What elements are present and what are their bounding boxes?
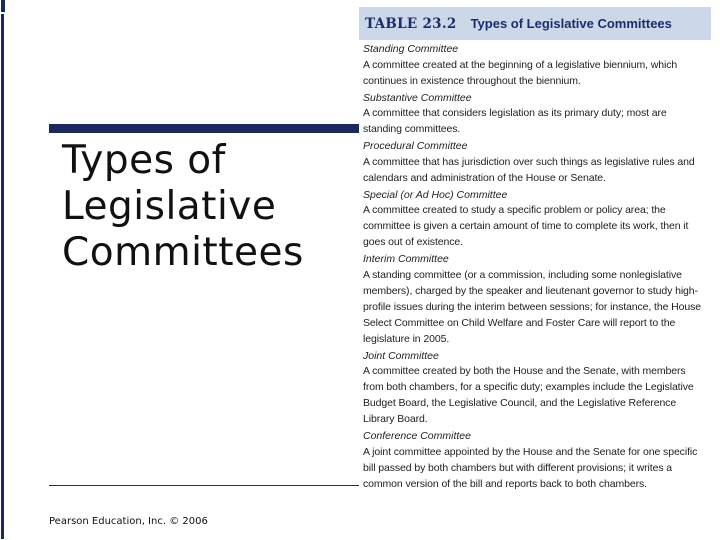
table-entry	[363, 253, 707, 347]
left-accent-mark	[1, 0, 5, 12]
entry-definition: A joint committee appointed by the House and the Senate for one specific bill passed by both chambers but with different provisions; it writes a common version of the bill and reports back to both chambers.	[363, 445, 698, 490]
entry-term: Interim Committee	[363, 253, 449, 265]
table-title: Types of Legislative Committees	[470, 16, 672, 31]
entry-definition: A committee created to study a specific problem or policy area; the committee is given a certain amount of time to complete its work, then it goes out of existence.	[363, 204, 689, 248]
entry-definition: A committee created at the beginning of a legislative biennium, which continues in existence throughout the biennium.	[363, 58, 678, 87]
table-entry	[363, 430, 707, 492]
entry-definition: A standing committee (or a commission, including some nonlegislative members), charged by the speaker and lieutenant governor to study high-profile issues during the interim between sessions; for instance, the House Select Committee on Child Welfare and Foster Care will report to the legislature in 2005.	[363, 268, 702, 345]
left-accent-rule	[1, 14, 4, 539]
table-entry	[363, 140, 707, 186]
entry-definition: A committee that has jurisdiction over such things as legislative rules and calendars and administration of the House or Senate.	[363, 155, 695, 184]
table-entry	[363, 189, 707, 251]
entry-term: Conference Committee	[363, 430, 471, 442]
committee-types-table	[359, 7, 711, 523]
entry-term: Substantive Committee	[363, 91, 472, 104]
entry-term: Procedural Committee	[363, 140, 468, 152]
footer-copyright: Pearson Education, Inc. © 2006	[49, 516, 208, 527]
entry-term: Joint Committee	[363, 349, 439, 362]
entry-term: Special (or Ad Hoc) Committee	[363, 188, 508, 201]
entry-definition: A committee created by both the House and the Senate, with members from both chambers, for a specific duty; examples include the Legislative Budget Board, the Legislative Council, and the Legislative Reference Library Board.	[363, 365, 694, 425]
entry-definition: A committee that considers legislation as its primary duty; most are standing committees.	[363, 107, 667, 135]
slide-title: Types of Legislative Committees	[62, 138, 304, 275]
table-header	[359, 7, 711, 40]
table-entries	[359, 40, 711, 492]
entry-term: Standing Committee	[363, 43, 459, 55]
table-entry	[363, 43, 707, 89]
table-number: TABLE 23.2	[365, 15, 457, 32]
footer-divider	[49, 485, 359, 486]
table-entry	[363, 350, 707, 428]
table-entry	[363, 92, 707, 138]
title-accent-bar	[49, 124, 361, 133]
